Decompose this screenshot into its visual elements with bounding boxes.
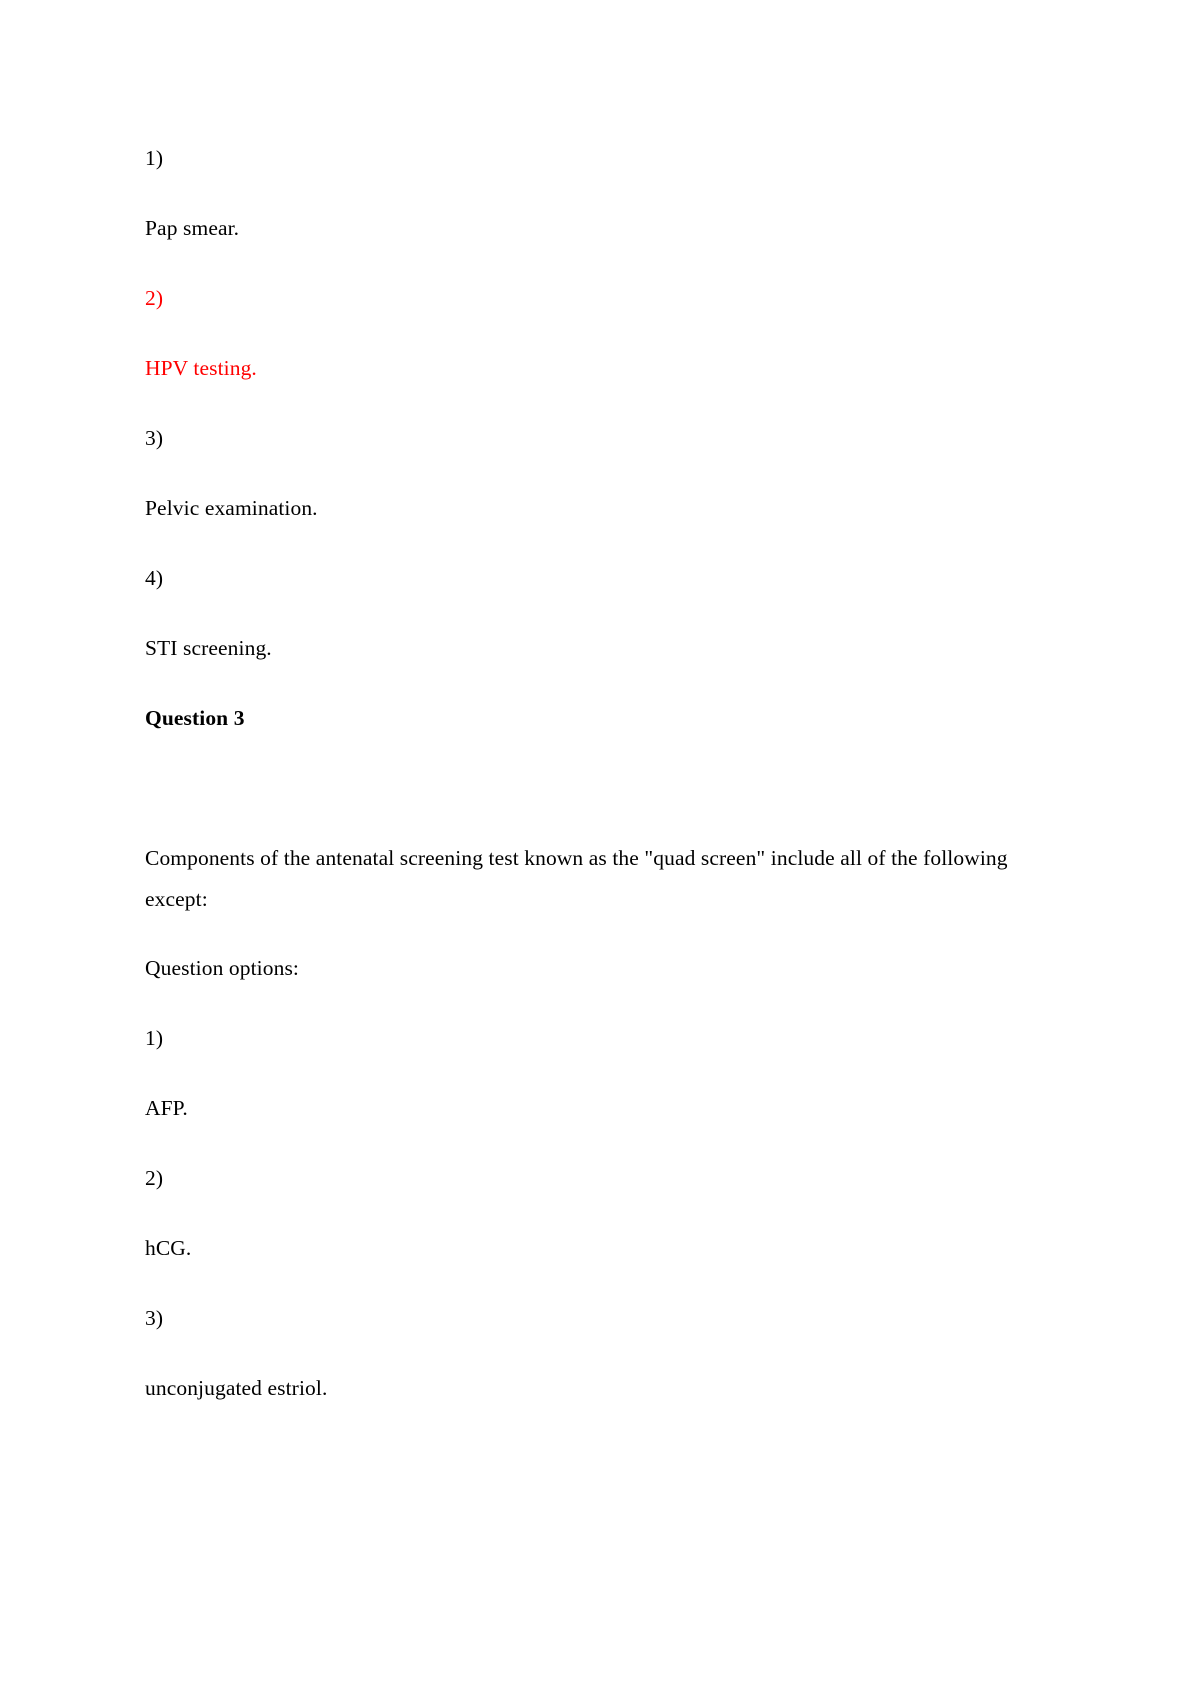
option-text: STI screening. bbox=[145, 636, 272, 660]
option-number: 4) bbox=[145, 566, 164, 590]
option-text-highlighted: HPV testing. bbox=[145, 356, 257, 380]
option-number: 1) bbox=[145, 146, 164, 170]
option-text: Pelvic examination. bbox=[145, 496, 318, 520]
question-prompt: Components of the antenatal screening test known as the "quad screen" include all of the following except: bbox=[145, 846, 1008, 911]
option-number-highlighted: 2) bbox=[145, 286, 164, 310]
option-number: 3) bbox=[145, 426, 164, 450]
option-text: AFP. bbox=[145, 1096, 188, 1120]
question-options-label: Question options: bbox=[145, 956, 299, 980]
option-number: 1) bbox=[145, 1026, 164, 1050]
option-number: 3) bbox=[145, 1306, 164, 1330]
question-heading: Question 3 bbox=[145, 706, 245, 730]
option-text: Pap smear. bbox=[145, 216, 240, 240]
option-text: hCG. bbox=[145, 1236, 192, 1260]
option-number: 2) bbox=[145, 1166, 164, 1190]
option-text: unconjugated estriol. bbox=[145, 1376, 328, 1400]
